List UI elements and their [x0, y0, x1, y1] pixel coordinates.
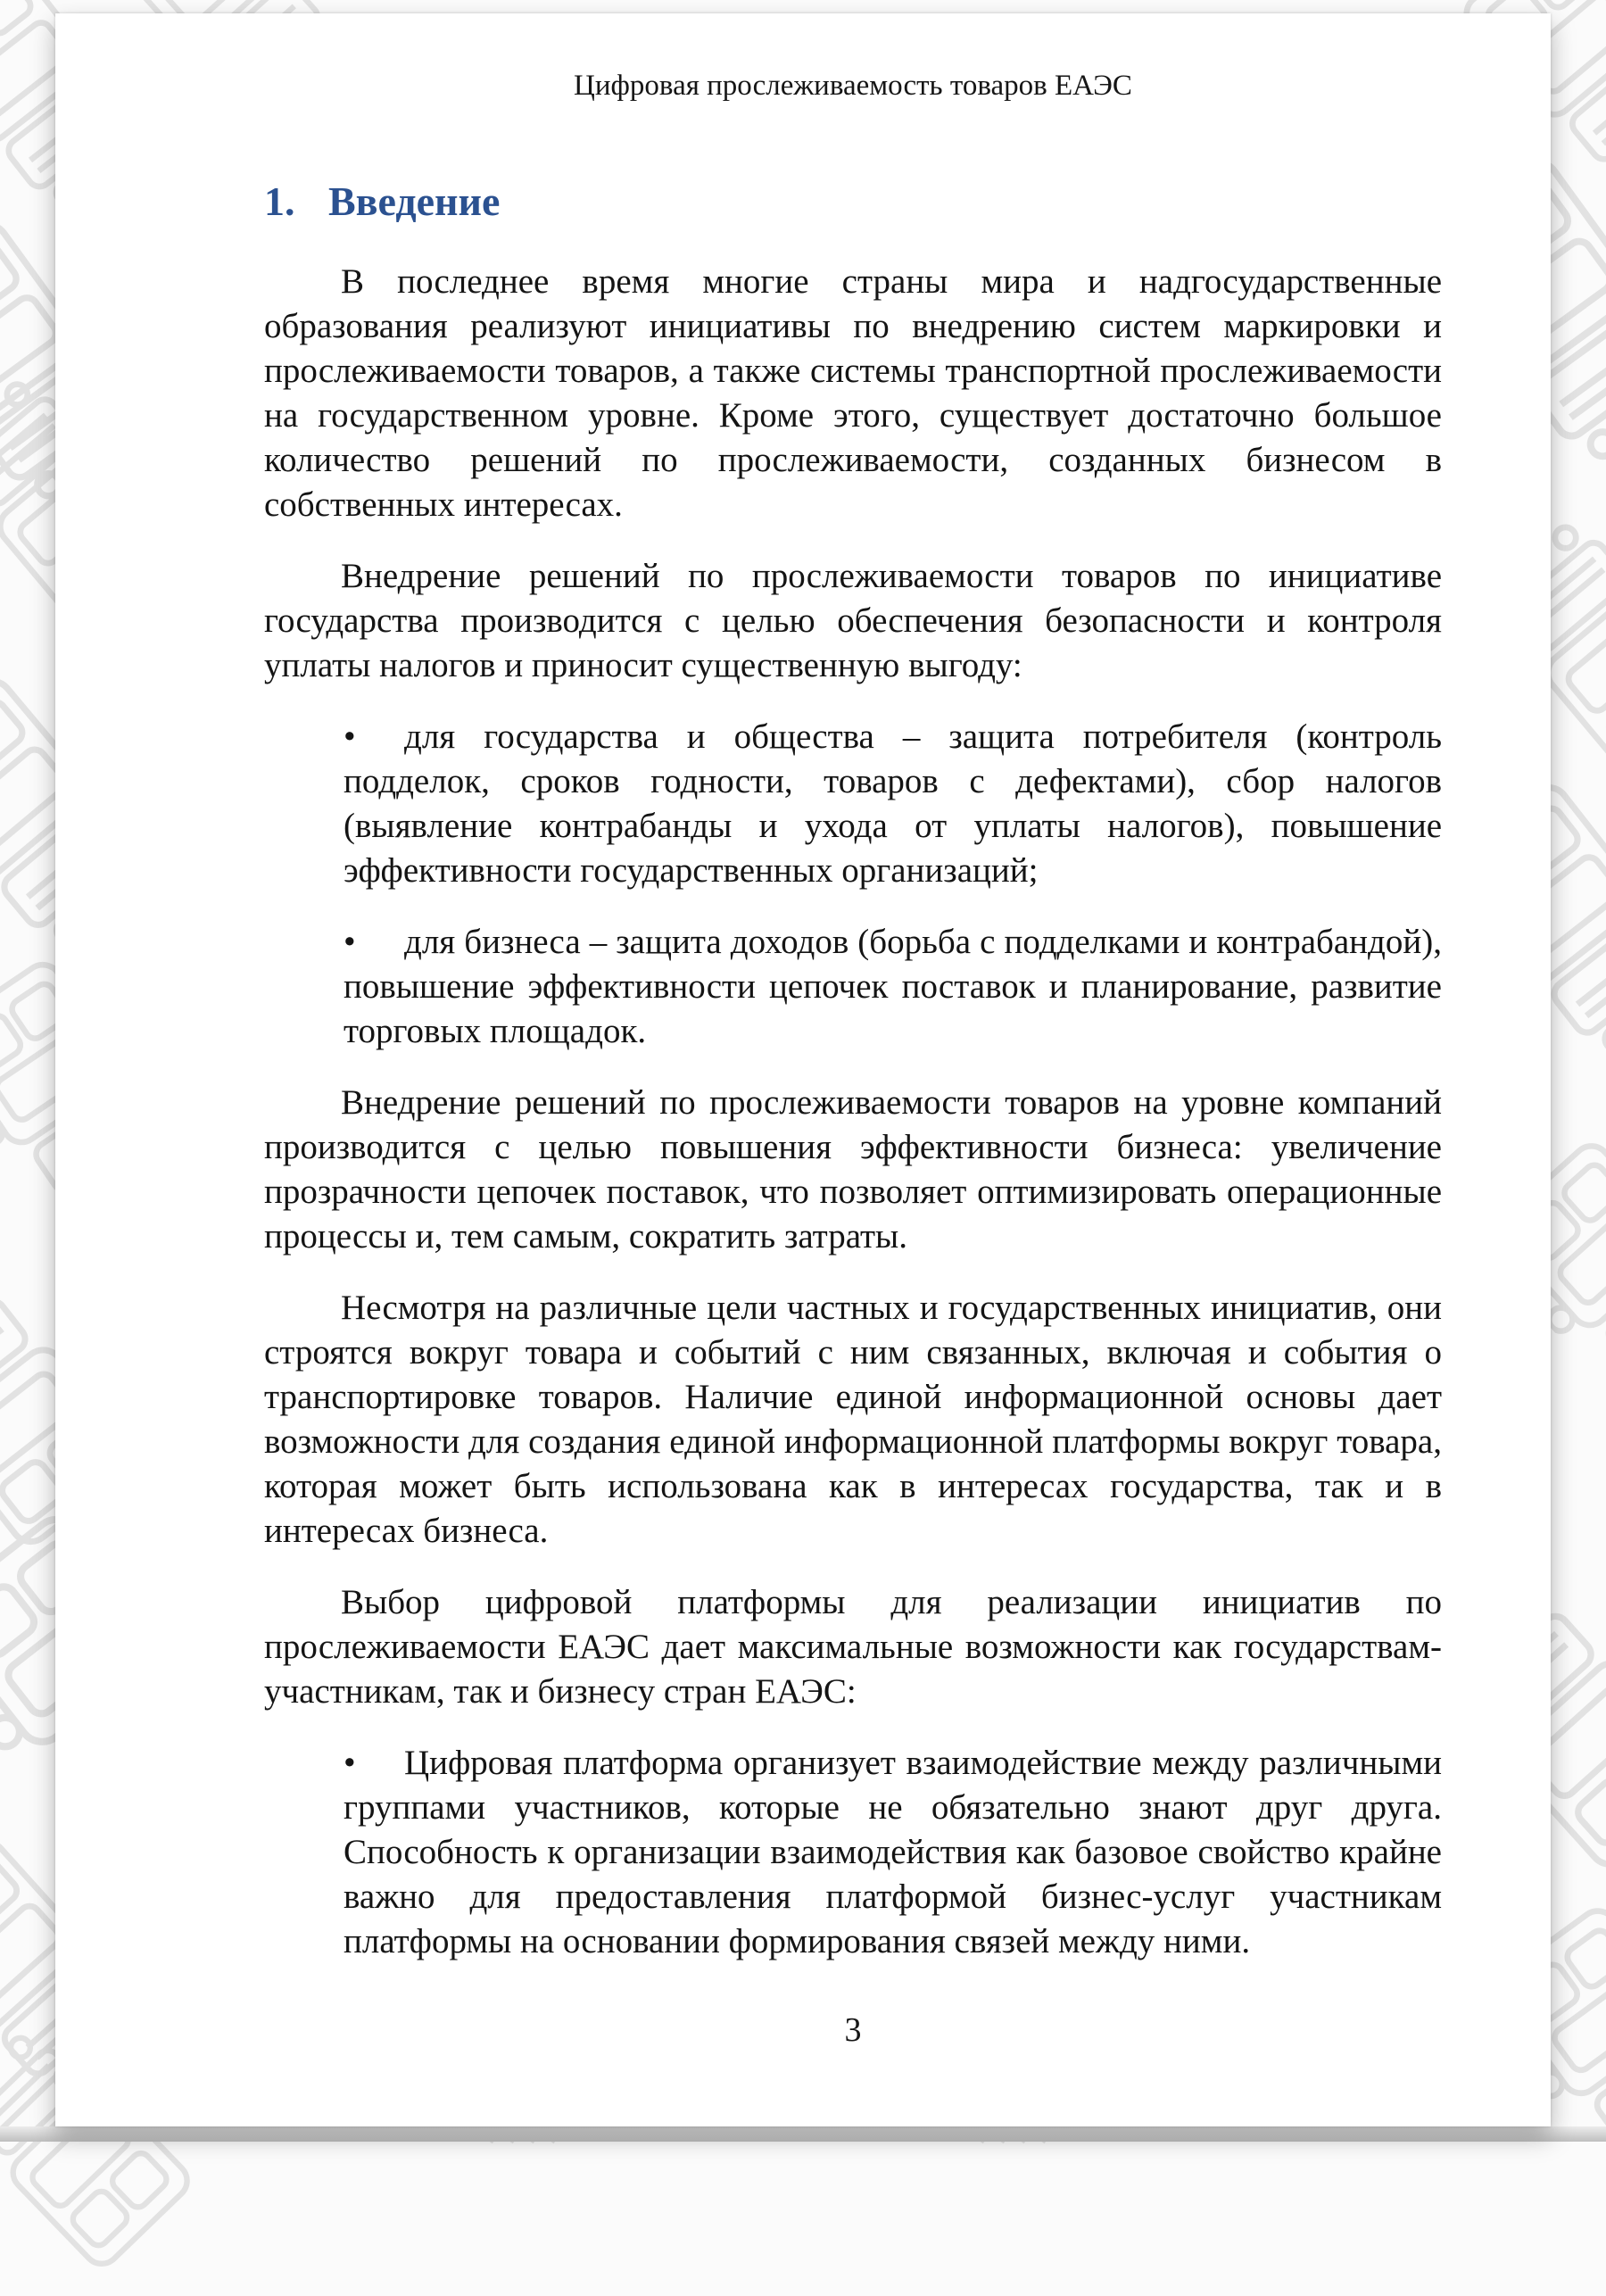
body-text — [264, 260, 1442, 1964]
bullet-item-text: для бизнеса – защита доходов (борьба с подделками и контрабандой), повышение эффективности цепочек поставок и планирование, развитие торговых площадок. — [344, 923, 1442, 1050]
section-title: Введение — [328, 178, 501, 224]
bullet-item-text: Цифровая платформа организует взаимодействие между различными группами участников, которые не обязательно знают друг друга. Способность к организации взаимодействия как базовое свойство крайне важно для предоставления платформой бизнес-услуг участникам платформы на основании формирования связей между ними. — [344, 1744, 1442, 1960]
bullet-item — [344, 1741, 1442, 1964]
bullet-item — [344, 715, 1442, 893]
running-header: Цифровая прослеживаемость товаров ЕАЭС — [574, 70, 1132, 102]
document-page — [55, 13, 1551, 2126]
paragraph: Выбор цифровой платформы для реализации инициатив по прослеживаемости ЕАЭС дает максимальные возможности как государствам-участникам, так и бизнесу стран ЕАЭС: — [264, 1583, 1442, 1711]
bullet-marker-icon: • — [344, 1744, 356, 1782]
paragraph: Несмотря на различные цели частных и государственных инициатив, они строятся вокруг товара и событий с ним связанных, включая и события о транспортировке товаров. Наличие единой информационной основы дает возможности для создания единой информационной платформы вокруг товара, которая может быть использована как в интересах государства, так и в интересах бизнеса. — [264, 1289, 1442, 1550]
bullet-item — [344, 920, 1442, 1054]
bullet-item-text: для государства и общества – защита потребителя (контроль подделок, сроков годности, товаров с дефектами), сбор налогов (выявление контрабанды и ухода от уплаты налогов), повышение эффективности государственных организаций; — [344, 717, 1442, 890]
page-number: 3 — [844, 2011, 862, 2049]
bullet-marker-icon: • — [344, 923, 356, 961]
section-heading — [264, 178, 1442, 226]
paragraph: В последнее время многие страны мира и надгосударственные образования реализуют инициативы по внедрению систем маркировки и прослеживаемости товаров, а также системы транспортной прослеживаемости на государственном уровне. Кроме этого, существует достаточно большое количество решений по прослеживаемости, созданных бизнесом в собственных интересах. — [264, 262, 1442, 524]
bullet-marker-icon: • — [344, 717, 356, 756]
section-number: 1. — [264, 178, 295, 224]
paragraph: Внедрение решений по прослеживаемости товаров по инициативе государства производится с целью обеспечения безопасности и контроля уплаты налогов и приносит существенную выгоду: — [264, 557, 1442, 684]
paragraph: Внедрение решений по прослеживаемости товаров на уровне компаний производится с целью повышения эффективности бизнеса: увеличение прозрачности цепочек поставок, что позволяет оптимизировать операционные процессы и, тем самым, сократить затраты. — [264, 1083, 1442, 1256]
page-bottom-shadow — [0, 2126, 1606, 2142]
